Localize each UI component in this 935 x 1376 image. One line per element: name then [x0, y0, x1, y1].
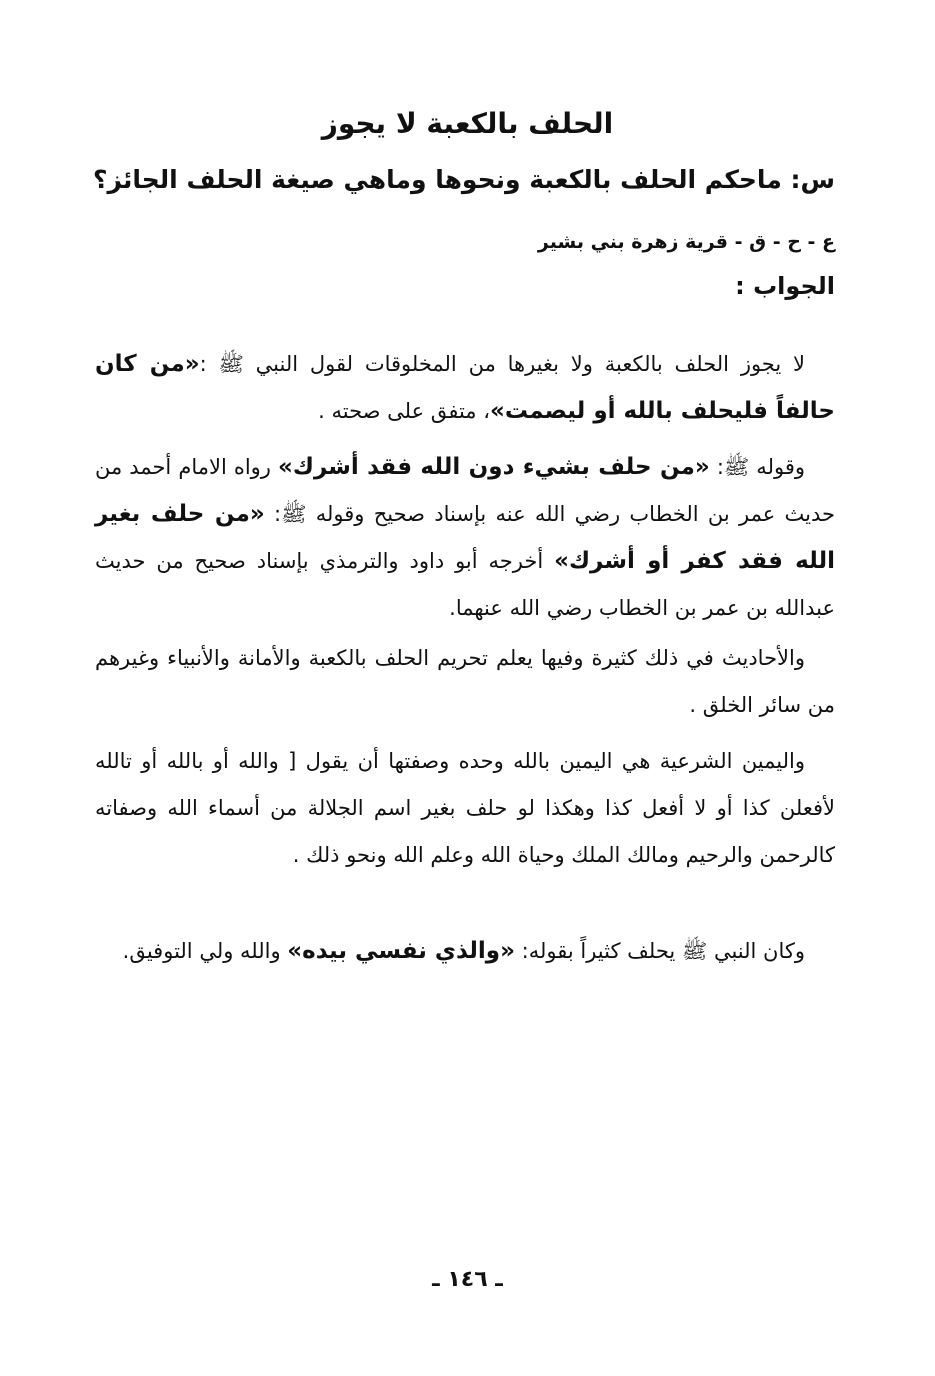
- hadith-quote: «والذي نفسي بيده»: [287, 938, 515, 964]
- hadith-quote: «من كان حالفاً فليحلف بالله أو ليصمت»: [95, 351, 835, 424]
- questioner-info: ع - ح - ق - قرية زهرة بني بشير: [537, 231, 835, 253]
- paragraph-text: واليمين الشرعية هي اليمين بالله وحده وصفتها أن يقول [ والله أو بالله أو تالله لأفعلن كذا أو لا أفعل كذا وهكذا لو حلف بغير اسم الجلالة من أسماء الله وصفاته كالرحمن والرحيم ومالك الملك وحياة الله وعلم الله ونحو ذلك .: [95, 749, 835, 867]
- paragraph-text: ، متفق على صحته .: [318, 399, 490, 423]
- paragraph-text: وكان النبي ﷺ يحلف كثيراً بقوله:: [514, 939, 805, 963]
- page-number: ـ ١٤٦ ـ: [432, 1267, 503, 1292]
- paragraph-text: لا يجوز الحلف بالكعبة ولا بغيرها من المخلوقات لقول النبي ﷺ :: [199, 352, 805, 376]
- paragraph-text: أخرجه أبو داود والترمذي بإسناد صحيح من حديث عبدالله بن عمر بن الخطاب رضي الله عنهما.: [95, 549, 835, 620]
- paragraph-text: وقوله ﷺ:: [709, 455, 805, 479]
- hadith-quote: «من حلف بشيء دون الله فقد أشرك»: [278, 454, 710, 480]
- answer-paragraph-4: [95, 738, 835, 879]
- answer-label: الجواب :: [735, 272, 835, 300]
- paragraph-text: رواه الامام أحمد من حديث عمر بن الخطاب رضي الله عنه بإسناد صحيح وقوله ﷺ:: [95, 455, 835, 526]
- question-text: س: ماحكم الحلف بالكعبة ونحوها وماهي صيغة الحلف الجائز؟: [92, 165, 835, 194]
- page-title: الحلف بالكعبة لا يجوز: [321, 107, 614, 140]
- hadith-quote: «من حلف بغير الله فقد كفر أو أشرك»: [95, 501, 836, 574]
- answer-paragraph-1: [95, 341, 835, 435]
- paragraph-text: والله ولي التوفيق.: [122, 939, 288, 963]
- paragraph-text: والأحاديث في ذلك كثيرة وفيها يعلم تحريم الحلف بالكعبة والأمانة والأنبياء وغيرهم من سائر الخلق .: [95, 646, 835, 717]
- answer-paragraph-5: [95, 928, 835, 975]
- answer-paragraph-3: [95, 635, 835, 729]
- answer-paragraph-2: [95, 444, 835, 632]
